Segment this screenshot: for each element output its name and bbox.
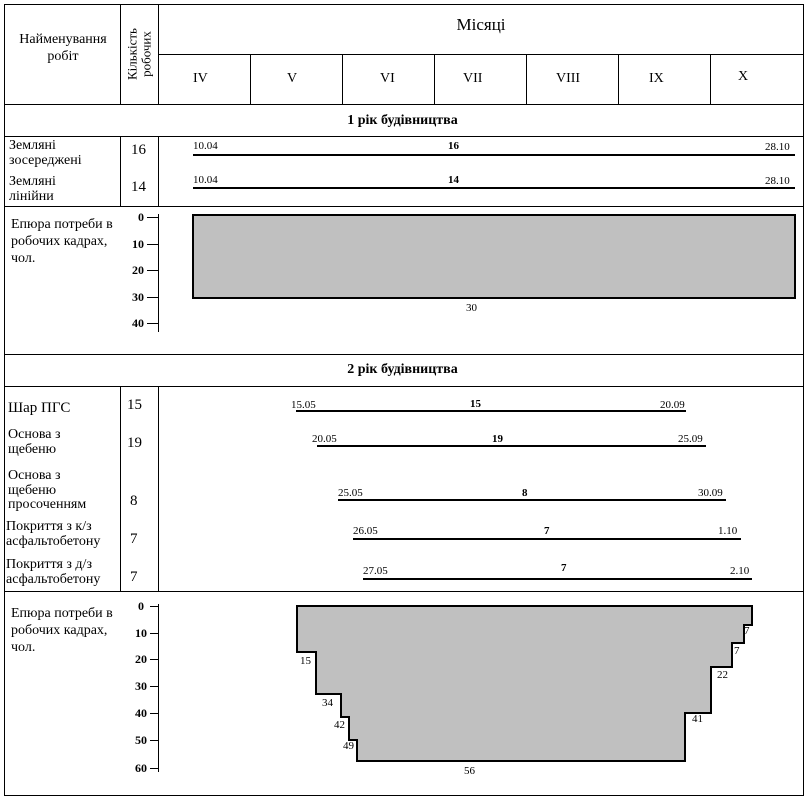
axis-tick: 10 bbox=[135, 626, 147, 640]
task-name: Шар ПГС bbox=[8, 400, 71, 416]
task-start-date: 27.05 bbox=[363, 565, 388, 577]
task-bar-label: 7 bbox=[561, 562, 567, 574]
task-start-date: 10.04 bbox=[193, 140, 218, 152]
task-bar-label: 19 bbox=[492, 433, 503, 445]
task-workers: 16 bbox=[131, 142, 146, 158]
task-workers: 15 bbox=[127, 397, 142, 413]
profile-label: 49 bbox=[343, 740, 354, 752]
task-name: Основа з щебеню просоченням bbox=[8, 468, 87, 513]
profile-label: 42 bbox=[334, 719, 345, 731]
axis-tick: 40 bbox=[132, 316, 144, 330]
profile-label: 22 bbox=[717, 669, 728, 681]
task-name: Покриття з д/з асфальтобетону bbox=[6, 557, 101, 587]
month-vii: VII bbox=[463, 71, 483, 86]
task-bar-label: 14 bbox=[448, 174, 459, 186]
task-bar-label: 15 bbox=[470, 398, 481, 410]
axis-tick: 20 bbox=[135, 652, 147, 666]
months-title: Місяці bbox=[456, 15, 506, 34]
task-workers: 8 bbox=[130, 493, 138, 509]
task-end-date: 25.09 bbox=[678, 433, 703, 445]
task-workers: 7 bbox=[130, 569, 138, 585]
epure-label-y2: Епюра потреби в робочих кадрах, чол. bbox=[11, 606, 113, 655]
axis-tick: 0 bbox=[138, 210, 144, 224]
task-name: Земляні зосереджені bbox=[9, 138, 82, 168]
task-end-date: 30.09 bbox=[698, 487, 723, 499]
profile-label: 7 bbox=[744, 625, 750, 637]
task-start-date: 10.04 bbox=[193, 174, 218, 186]
task-end-date: 28.10 bbox=[765, 175, 790, 187]
month-x: X bbox=[738, 69, 749, 84]
task-end-date: 1.10 bbox=[718, 525, 738, 537]
task-name: Земляні лінійни bbox=[9, 174, 56, 204]
epure-axis-y2 bbox=[150, 604, 159, 772]
task-start-date: 25.05 bbox=[338, 487, 363, 499]
year1-title: 1 рік будівництва bbox=[347, 113, 458, 128]
axis-tick: 30 bbox=[135, 679, 147, 693]
month-viii: VIII bbox=[556, 71, 581, 86]
task-bar-label: 8 bbox=[522, 487, 528, 499]
profile-label: 15 bbox=[300, 655, 311, 667]
epure-profile-y2 bbox=[297, 606, 752, 761]
axis-tick: 40 bbox=[135, 706, 147, 720]
task-workers: 14 bbox=[131, 179, 146, 195]
profile-label: 56 bbox=[464, 765, 475, 777]
task-start-date: 15.05 bbox=[291, 399, 316, 411]
task-workers: 7 bbox=[130, 531, 138, 547]
task-workers: 19 bbox=[127, 435, 142, 451]
profile-label: 30 bbox=[466, 302, 477, 314]
worker-count-header: Кількість робочих bbox=[124, 28, 153, 81]
task-name: Основа з щебеню bbox=[8, 427, 61, 457]
month-vi: VI bbox=[380, 71, 395, 86]
axis-tick: 60 bbox=[135, 761, 147, 775]
month-v: V bbox=[287, 71, 298, 86]
task-end-date: 2.10 bbox=[730, 565, 750, 577]
task-bar-label: 16 bbox=[448, 140, 459, 152]
epure-profile-y1 bbox=[193, 215, 795, 298]
profile-label: 7 bbox=[734, 645, 740, 657]
task-bar-label: 7 bbox=[544, 525, 550, 537]
task-end-date: 28.10 bbox=[765, 141, 790, 153]
profile-label: 41 bbox=[692, 713, 703, 725]
axis-tick: 10 bbox=[132, 237, 144, 251]
month-ix: IX bbox=[649, 71, 664, 86]
task-end-date: 20.09 bbox=[660, 399, 685, 411]
epure-label-y1: Епюра потреби в робочих кадрах, чол. bbox=[11, 217, 113, 266]
axis-tick: 0 bbox=[138, 599, 144, 613]
task-start-date: 26.05 bbox=[353, 525, 378, 537]
profile-label: 34 bbox=[322, 697, 333, 709]
task-name: Покриття з к/з асфальтобетону bbox=[6, 519, 101, 549]
axis-tick: 30 bbox=[132, 290, 144, 304]
epure-axis-y1 bbox=[147, 214, 159, 332]
task-start-date: 20.05 bbox=[312, 433, 337, 445]
year2-title: 2 рік будівництва bbox=[347, 362, 458, 377]
work-name-header: Найменування робіт bbox=[19, 32, 107, 64]
axis-tick: 20 bbox=[132, 263, 144, 277]
month-iv: IV bbox=[193, 71, 208, 86]
axis-tick: 50 bbox=[135, 733, 147, 747]
